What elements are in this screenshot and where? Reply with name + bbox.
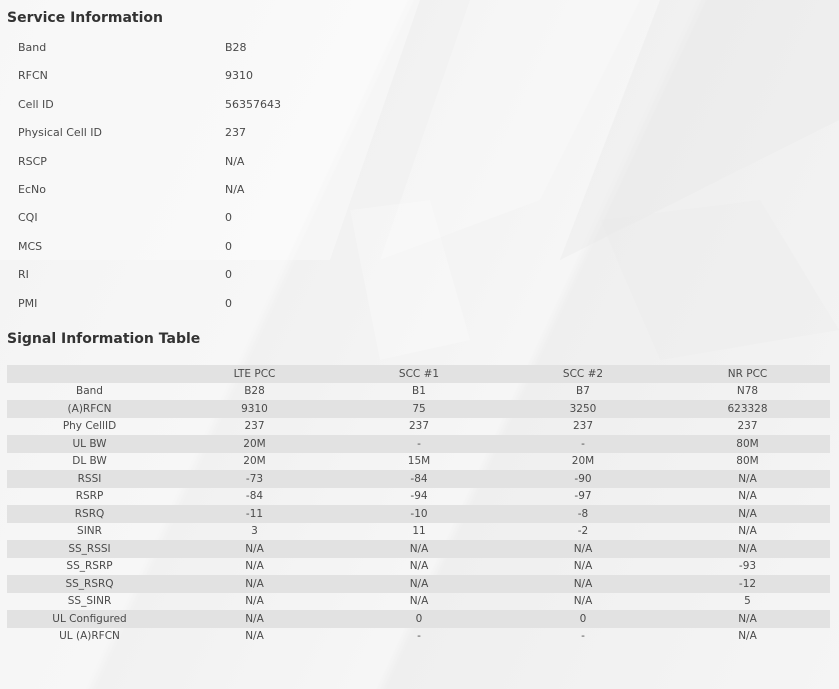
service-info-value: 0 xyxy=(225,239,232,253)
table-cell: 20M xyxy=(243,455,266,468)
row-label: Band xyxy=(76,385,103,398)
table-cell: N/A xyxy=(573,595,593,608)
table-cell: 9310 xyxy=(172,400,337,418)
service-info-label: RFCN xyxy=(18,69,48,83)
signal-info-title: Signal Information Table xyxy=(7,331,201,347)
table-cell: 80M xyxy=(736,455,759,468)
table-cell: - xyxy=(417,630,421,643)
table-cell: 20M xyxy=(571,455,595,468)
table-cell: N/A xyxy=(409,595,429,608)
row-label: UL (A)RFCN xyxy=(59,630,120,643)
service-info-label: RI xyxy=(18,268,29,282)
table-row xyxy=(7,540,830,558)
table-row xyxy=(7,575,830,593)
service-info-row xyxy=(0,148,839,176)
table-cell: N/A xyxy=(501,540,665,558)
row-label: (A)RFCN xyxy=(7,400,172,418)
table-row xyxy=(7,435,830,453)
row-label: SS_RSRP xyxy=(66,560,113,573)
table-cell: 0 xyxy=(337,610,501,628)
table-header-row xyxy=(7,365,830,383)
table-row xyxy=(7,383,830,401)
table-cell: N/A xyxy=(245,630,264,643)
table-cell: N/A xyxy=(172,575,337,593)
service-info-value: 56357643 xyxy=(225,97,281,111)
service-info-value: B28 xyxy=(225,41,247,54)
service-info-value: 237 xyxy=(225,126,246,140)
table-cell: N/A xyxy=(738,490,757,503)
table-cell: -8 xyxy=(501,505,665,523)
row-label: SS_SINR xyxy=(67,595,112,608)
table-row xyxy=(7,488,830,506)
service-info-label: PMI xyxy=(18,296,38,310)
table-cell: -12 xyxy=(665,575,830,593)
service-info-row xyxy=(0,62,839,90)
table-row xyxy=(7,400,830,418)
table-cell: -73 xyxy=(172,470,337,488)
table-row xyxy=(7,418,830,436)
service-info-label: EcNo xyxy=(18,183,46,196)
service-info-row xyxy=(0,34,839,62)
row-label: SS_RSSI xyxy=(7,540,172,558)
table-cell: N/A xyxy=(172,540,337,558)
table-row xyxy=(7,523,830,541)
row-label: SS_RSRQ xyxy=(7,575,172,593)
table-cell: 237 xyxy=(737,420,758,433)
row-label: UL BW xyxy=(7,435,172,453)
table-cell: -2 xyxy=(577,525,589,538)
table-cell: B1 xyxy=(412,385,426,398)
row-label: Phy CellID xyxy=(62,420,117,433)
table-cell: N/A xyxy=(738,630,757,643)
table-cell: -93 xyxy=(738,560,757,573)
table-row xyxy=(7,593,830,611)
service-info-value: 0 xyxy=(225,268,232,282)
table-row xyxy=(7,628,830,646)
table-cell: - xyxy=(501,435,665,453)
column-header: SCC #2 xyxy=(501,365,665,383)
service-info-row xyxy=(0,261,839,289)
table-cell: 623328 xyxy=(665,400,830,418)
table-cell: 80M xyxy=(665,435,830,453)
service-info-row xyxy=(0,290,839,318)
row-label: RSSI xyxy=(7,470,172,488)
table-cell: N/A xyxy=(337,575,501,593)
service-info-value: N/A xyxy=(225,183,245,196)
table-cell: -97 xyxy=(574,490,592,503)
table-cell: N/A xyxy=(337,540,501,558)
service-info-value: 9310 xyxy=(225,69,253,83)
table-cell: B28 xyxy=(244,385,265,398)
table-cell: - xyxy=(581,630,585,643)
table-cell: N/A xyxy=(409,560,429,573)
table-cell: 75 xyxy=(337,400,501,418)
column-header: LTE PCC xyxy=(172,365,337,383)
table-cell: N/A xyxy=(245,595,264,608)
row-label: RSRP xyxy=(75,490,104,503)
signal-info-table xyxy=(7,365,830,645)
service-info-value: 0 xyxy=(225,211,232,225)
service-info-value: N/A xyxy=(225,154,245,168)
table-row xyxy=(7,558,830,576)
table-cell: 20M xyxy=(172,435,337,453)
table-cell: N78 xyxy=(736,385,759,398)
table-row xyxy=(7,505,830,523)
table-row xyxy=(7,470,830,488)
table-cell: B7 xyxy=(576,385,590,398)
table-cell: N/A xyxy=(665,540,830,558)
service-info-label: CQI xyxy=(18,211,38,225)
table-cell: N/A xyxy=(665,505,830,523)
table-cell: -94 xyxy=(410,490,428,503)
service-info-title: Service Information xyxy=(7,10,163,26)
table-cell: - xyxy=(337,435,501,453)
service-info-row xyxy=(0,176,839,204)
row-label: SINR xyxy=(77,525,102,538)
column-header: SCC #1 xyxy=(337,365,501,383)
service-info-row xyxy=(0,119,839,147)
service-info-row xyxy=(0,233,839,261)
service-info-label: Band xyxy=(18,41,47,54)
service-info-label: RSCP xyxy=(18,154,47,168)
table-cell: 15M xyxy=(407,455,431,468)
table-cell: N/A xyxy=(665,470,830,488)
table-cell: 3 xyxy=(251,525,258,538)
table-cell: 5 xyxy=(744,595,751,608)
service-info-value: 0 xyxy=(225,296,232,310)
table-cell: N/A xyxy=(245,560,264,573)
table-cell: -84 xyxy=(245,490,264,503)
table-cell: 3250 xyxy=(501,400,665,418)
table-cell: 237 xyxy=(408,420,430,433)
table-cell: -90 xyxy=(501,470,665,488)
column-header xyxy=(7,365,172,383)
table-cell: 237 xyxy=(572,420,594,433)
service-info-row xyxy=(0,91,839,119)
row-label: DL BW xyxy=(72,455,107,468)
service-info-label: Cell ID xyxy=(18,97,54,111)
table-cell: N/A xyxy=(501,575,665,593)
service-info-row xyxy=(0,204,839,232)
row-label: UL Configured xyxy=(7,610,172,628)
table-row xyxy=(7,453,830,471)
table-cell: -84 xyxy=(337,470,501,488)
table-cell: N/A xyxy=(573,560,593,573)
table-cell: 11 xyxy=(412,525,426,538)
table-cell: N/A xyxy=(172,610,337,628)
table-row xyxy=(7,610,830,628)
table-cell: N/A xyxy=(665,610,830,628)
table-cell: 0 xyxy=(501,610,665,628)
service-info-label: MCS xyxy=(18,239,43,253)
table-cell: -10 xyxy=(337,505,501,523)
row-label: RSRQ xyxy=(7,505,172,523)
table-cell: 237 xyxy=(244,420,265,433)
column-header: NR PCC xyxy=(665,365,830,383)
table-cell: N/A xyxy=(738,525,757,538)
service-info-label: Physical Cell ID xyxy=(18,126,103,140)
table-cell: -11 xyxy=(172,505,337,523)
